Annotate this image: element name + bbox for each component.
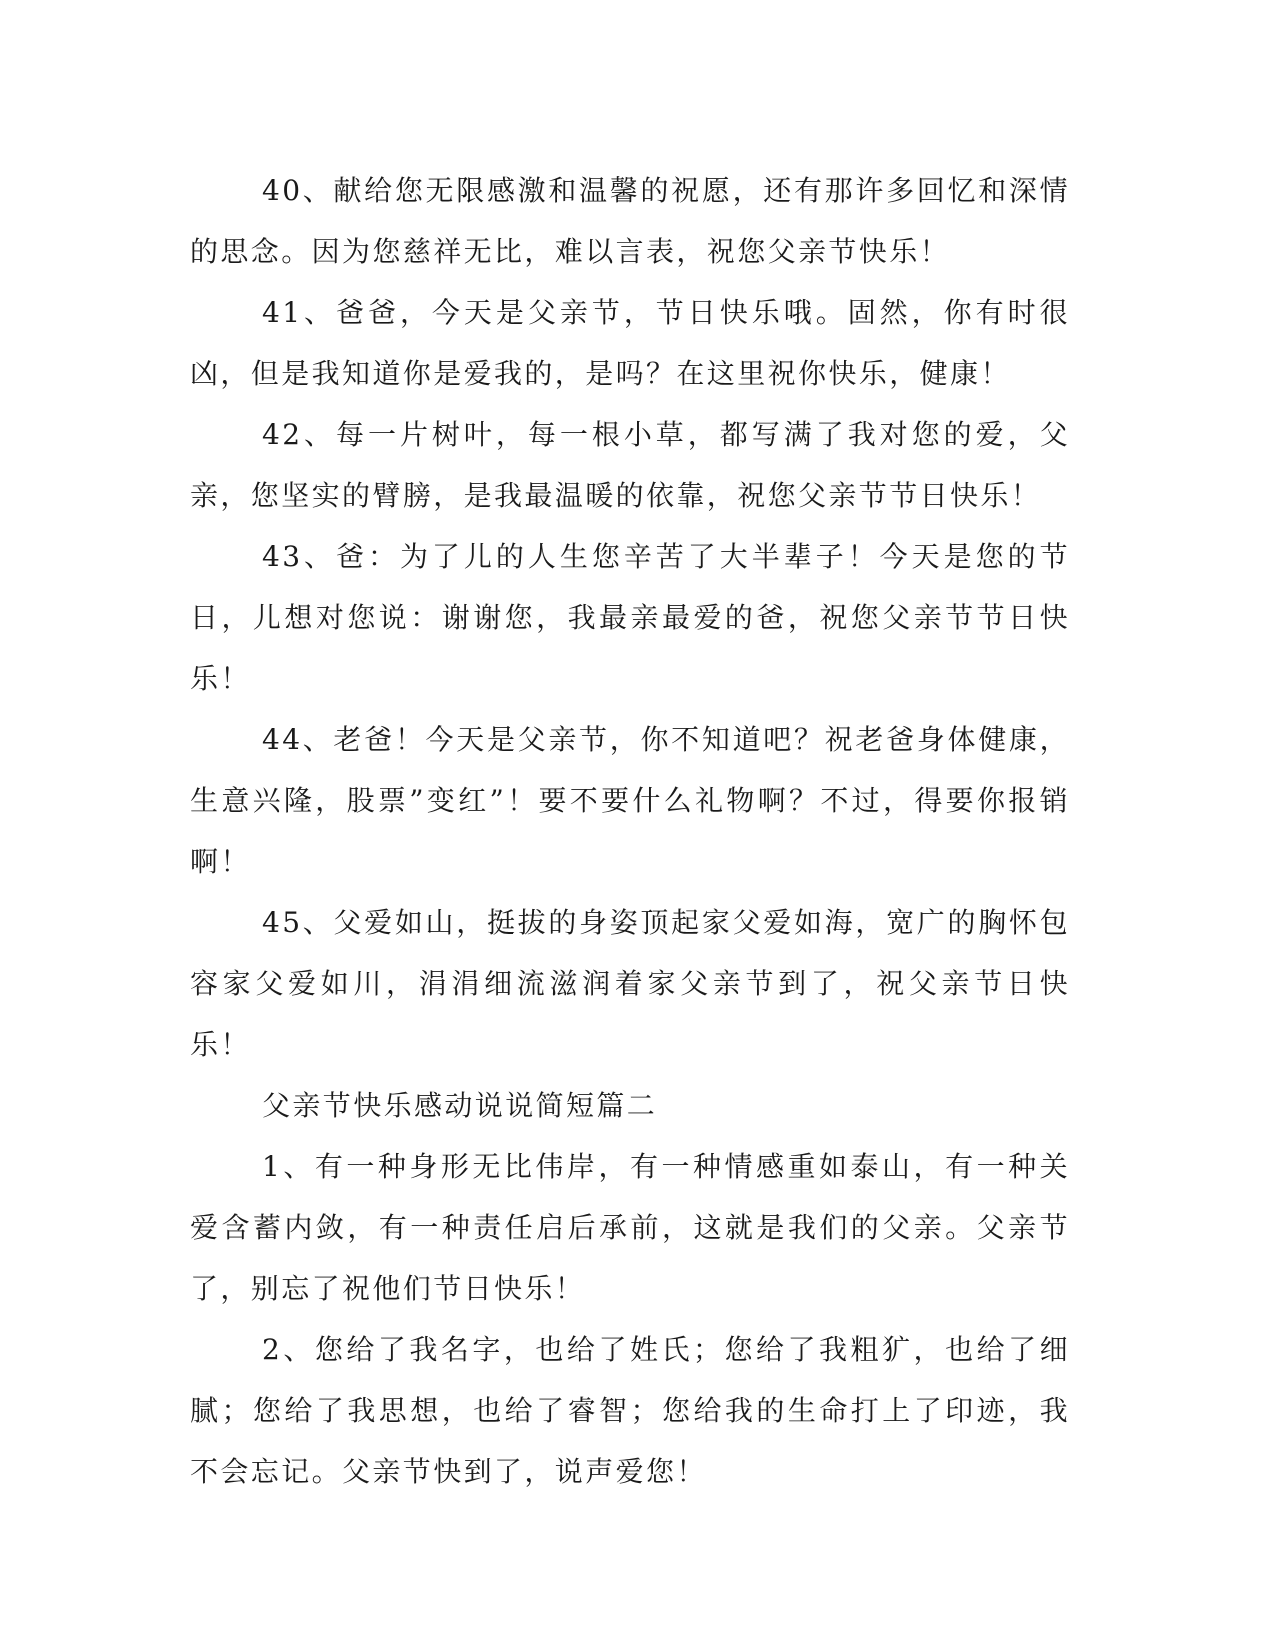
paragraph-41: 41、爸爸，今天是父亲节，节日快乐哦。固然，你有时很凶，但是我知道你是爱我的，是吗？在这里祝你快乐，健康！ <box>190 296 1070 390</box>
document-body <box>190 160 1070 1502</box>
paragraph-45: 45、父爱如山，挺拔的身姿顶起家父爱如海，宽广的胸怀包容家父爱如川，涓涓细流滋润着家父亲节到了，祝父亲节日快乐！ <box>190 906 1070 1061</box>
paragraph-42: 42、每一片树叶，每一根小草，都写满了我对您的爱，父亲，您坚实的臂膀，是我最温暖的依靠，祝您父亲节节日快乐！ <box>190 418 1070 512</box>
section-heading: 父亲节快乐感动说说简短篇二 <box>262 1089 658 1122</box>
paragraph-40: 40、献给您无限感激和温馨的祝愿，还有那许多回忆和深情的思念。因为您慈祥无比，难以言表，祝您父亲节快乐！ <box>190 174 1070 268</box>
paragraph-43: 43、爸：为了儿的人生您辛苦了大半辈子！今天是您的节日，儿想对您说：谢谢您，我最亲最爱的爸，祝您父亲节节日快乐！ <box>190 540 1070 695</box>
paragraph-2: 2、您给了我名字，也给了姓氏；您给了我粗犷，也给了细腻；您给了我思想，也给了睿智；您给我的生命打上了印迹，我不会忘记。父亲节快到了，说声爱您！ <box>190 1333 1070 1488</box>
paragraph-1: 1、有一种身形无比伟岸，有一种情感重如泰山，有一种关爱含蓄内敛，有一种责任启后承前，这就是我们的父亲。父亲节了，别忘了祝他们节日快乐！ <box>190 1150 1070 1305</box>
paragraph-44: 44、老爸！今天是父亲节，你不知道吧？祝老爸身体健康，生意兴隆，股票”变红”！要不要什么礼物啊？不过，得要你报销啊！ <box>190 723 1070 878</box>
